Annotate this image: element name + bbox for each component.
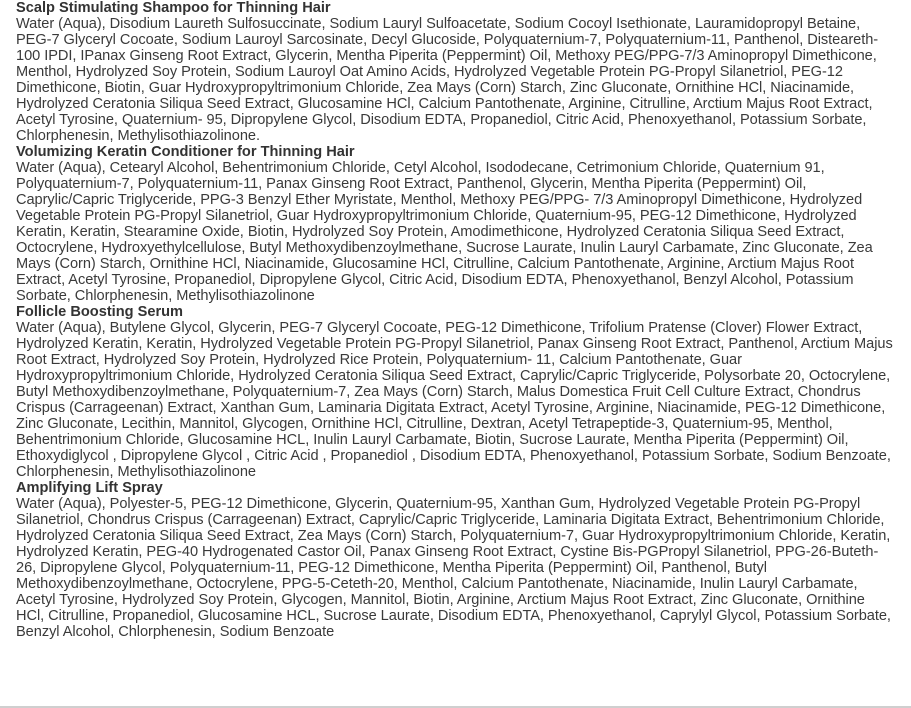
product-section-serum: [16, 304, 894, 480]
product-section-shampoo: [16, 0, 894, 144]
product-section-conditioner: [16, 144, 894, 304]
product-title: Scalp Stimulating Shampoo for Thinning Hair: [16, 0, 331, 16]
product-section-lift-spray: [16, 480, 894, 640]
ingredient-list: Water (Aqua), Cetearyl Alcohol, Behentrimonium Chloride, Cetyl Alcohol, Isododecane, Cetrimonium Chloride, Quaternium 91, Polyquaternium-7, Polyquaternium-11, Panax Ginseng Root Extract, Panthenol, Glycerin, Mentha Piperita (Peppermint) Oil, Caprylic/Capric Triglyceride, PPG-3 Benzyl Ether Myristate, Menthol, Methoxy PEG/PPG- 7/3 Aminopropyl Dimethicone, Hydrolyzed Vegetable Protein PG-Propyl Silanetriol, Guar Hydroxypropyltrimonium Chloride, Quaternium-95, PEG-12 Dimethicone, Hydrolyzed Keratin, Keratin, Stearamine Oxide, Biotin, Hydrolyzed Soy Protein, Amodimethicone, Hydrolyzed Ceratonia Siliqua Seed Extract, Octocrylene, Hydroxyethylcellulose, Butyl Methoxydibenzoylmethane, Sucrose Laurate, Inulin Lauryl Carbamate, Zinc Gluconate, Zea Mays (Corn) Starch, Ornithine HCl, Niacinamide, Glucosamine HCl, Citrulline, Calcium Pantothenate, Arginine, Arctium Majus Root Extract, Acetyl Tyrosine, Propanediol, Dipropylene Glycol, Citric Acid, Disodium EDTA, Phenoxyethanol, Benzyl Alcohol, Potassium Sorbate, Chlorphenesin, Methylisothiazolinone: [16, 160, 873, 304]
ingredients-document: [16, 0, 894, 640]
ingredient-list: Water (Aqua), Polyester-5, PEG-12 Dimethicone, Glycerin, Quaternium-95, Xanthan Gum, Hydrolyzed Vegetable Protein PG-Propyl Silanetriol, Chondrus Crispus (Carrageenan) Extract, Caprylic/Capric Triglyceride, Laminaria Digitata Extract, Behentrimonium Chloride, Hydrolyzed Ceratonia Siliqua Seed Extract, Zea Mays (Corn) Starch, Polyquaternium-7, Guar Hydroxypropyltrimonium Chloride, Keratin, Hydrolyzed Keratin, PEG-40 Hydrogenated Castor Oil, Panax Ginseng Root Extract, Cystine Bis-PGPropyl Silanetriol, PPG-26-Buteth-26, Dipropylene Glycol, Polyquaternium-11, PEG-12 Dimethicone, Mentha Piperita (Peppermint) Oil, Panthenol, Butyl Methoxydibenzoylmethane, Octocrylene, PPG-5-Ceteth-20, Menthol, Calcium Pantothenate, Niacinamide, Inulin Lauryl Carbamate, Acetyl Tyrosine, Hydrolyzed Soy Protein, Glycogen, Mannitol, Biotin, Arginine, Arctium Majus Root Extract, Zinc Gluconate, Ornithine HCl, Citrulline, Propanediol, Glucosamine HCL, Sucrose Laurate, Disodium EDTA, Phenoxyethanol, Caprylyl Glycol, Potassium Sorbate, Benzyl Alcohol, Chlorphenesin, Sodium Benzoate: [16, 496, 891, 640]
product-title: Follicle Boosting Serum: [16, 304, 184, 320]
ingredient-list: Water (Aqua), Disodium Laureth Sulfosuccinate, Sodium Lauryl Sulfoacetate, Sodium Cocoyl Isethionate, Lauramidopropyl Betaine, PEG-7 Glyceryl Cocoate, Sodium Lauroyl Sarcosinate, Decyl Glucoside, Polyquaternium-7, Polyquaternium-11, Panthenol, Distearеth-100 IPDI, IPanax Ginseng Root Extract, Glycerin, Mentha Piperita (Peppermint) Oil, Methoxy PEG/PPG-7/3 Aminopropyl Dimethicone, Menthol, Hydrolyzed Soy Protein, Sodium Lauroyl Oat Amino Acids, Hydrolyzed Vegetable Protein PG-Propyl Silanetriol, PEG-12 Dimethicone, Biotin, Guar Hydroxypropyltrimonium Chloride, Zea Mays (Corn) Starch, Zinc Gluconate, Ornithine HCl, Niacinamide, Hydrolyzed Ceratonia Siliqua Seed Extract, Glucosamine HCl, Calcium Pantothenate, Arginine, Citrulline, Arctium Majus Root Extract, Acetyl Tyrosine, Quaternium- 95, Dipropylene Glycol, Disodium EDTA, Propanediol, Citric Acid, Phenoxyethanol, Potassium Sorbate, Chlorphenesin, Methylisothiazolinone.: [16, 16, 879, 144]
product-title: Volumizing Keratin Conditioner for Thinning Hair: [16, 144, 355, 160]
ingredient-list: Water (Aqua), Butylene Glycol, Glycerin, PEG-7 Glyceryl Cocoate, PEG-12 Dimethicone, Trifolium Pratense (Clover) Flower Extract, Hydrolyzed Keratin, Keratin, Hydrolyzed Vegetable Protein PG-Propyl Silanetriol, Panax Ginseng Root Extract, Panthenol, Arctium Majus Root Extract, Hydrolyzed Soy Protein, Hydrolyzed Rice Protein, Polyquaternium- 11, Calcium Pantothenate, Guar Hydroxypropyltrimonium Chloride, Hydrolyzed Ceratonia Siliqua Seed Extract, Caprylic/Capric Triglyceride, Polysorbate 20, Octocrylene, Butyl Methoxydibenzoylmethane, Polyquaternium-7, Zea Mays (Corn) Starch, Malus Domestica Fruit Cell Culture Extract, Chondrus Crispus (Carrageenan) Extract, Xanthan Gum, Laminaria Digitata Extract, Acetyl Tyrosine, Arginine, Niacinamide, PEG-12 Dimethicone, Zinc Gluconate, Lecithin, Mannitol, Glycogen, Ornithine HCl, Citrulline, Dextran, Acetyl Tetrapeptide-3, Quaternium-95, Menthol, Behentrimonium Chloride, Glucosamine HCL, Inulin Lauryl Carbamate, Biotin, Sucrose Laurate, Mentha Piperita (Peppermint) Oil, Ethoxydiglycol , Dipropylene Glycol , Citric Acid , Propanediol , Disodium EDTA, Phenoxyethanol, Potassium Sorbate, Sodium Benzoate, Chlorphenesin, Methylisothiazolinone: [16, 320, 893, 480]
product-title: Amplifying Lift Spray: [16, 480, 163, 496]
